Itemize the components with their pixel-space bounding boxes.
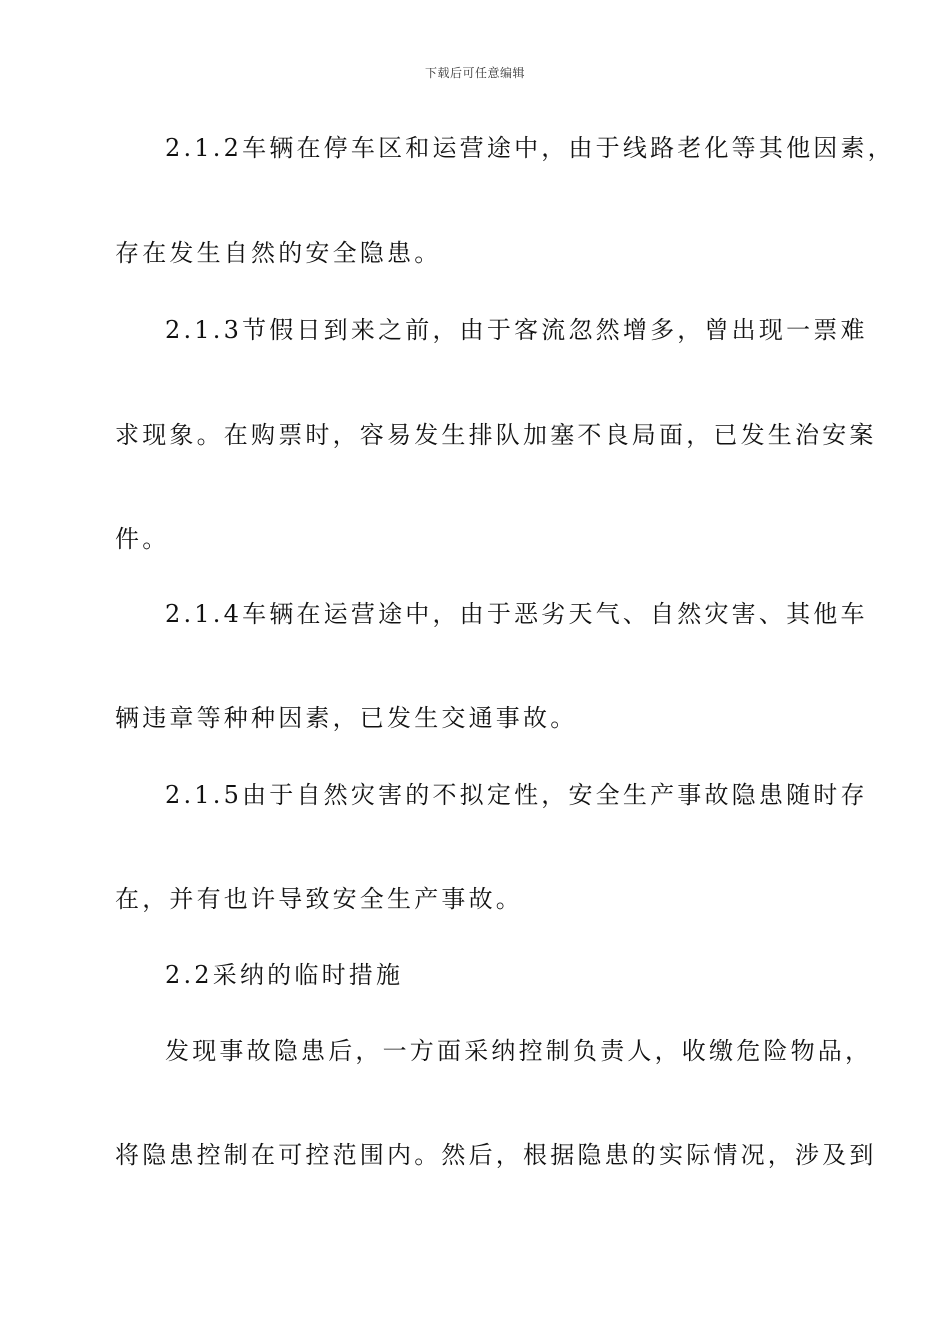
text-line: 2.1.2车辆在停车区和运营途中，由于线路老化等其他因素， <box>165 134 895 162</box>
text-line: 发现事故隐患后，一方面采纳控制负责人，收缴危险物品， <box>165 1037 873 1065</box>
text-line: 2.1.5由于自然灾害的不拟定性，安全生产事故隐患随时存 <box>165 781 868 809</box>
heading-line: 2.2采纳的临时措施 <box>165 961 404 989</box>
text-line: 件。 <box>115 525 170 553</box>
text-line: 2.1.4车辆在运营途中，由于恶劣天气、自然灾害、其他车 <box>165 600 868 628</box>
text-line: 求现象。在购票时，容易发生排队加塞不良局面，已发生治安案 <box>115 421 877 449</box>
text-line: 存在发生自然的安全隐患。 <box>115 239 442 267</box>
text-line: 2.1.3节假日到来之前，由于客流忽然增多，曾出现一票难 <box>165 316 868 344</box>
page-header: 下载后可任意编辑 <box>424 66 525 80</box>
text-line: 辆违章等种种因素，已发生交通事故。 <box>115 704 578 732</box>
text-line: 将隐患控制在可控范围内。然后，根据隐患的实际情况，涉及到 <box>115 1141 877 1169</box>
text-line: 在，并有也许导致安全生产事故。 <box>115 885 523 913</box>
